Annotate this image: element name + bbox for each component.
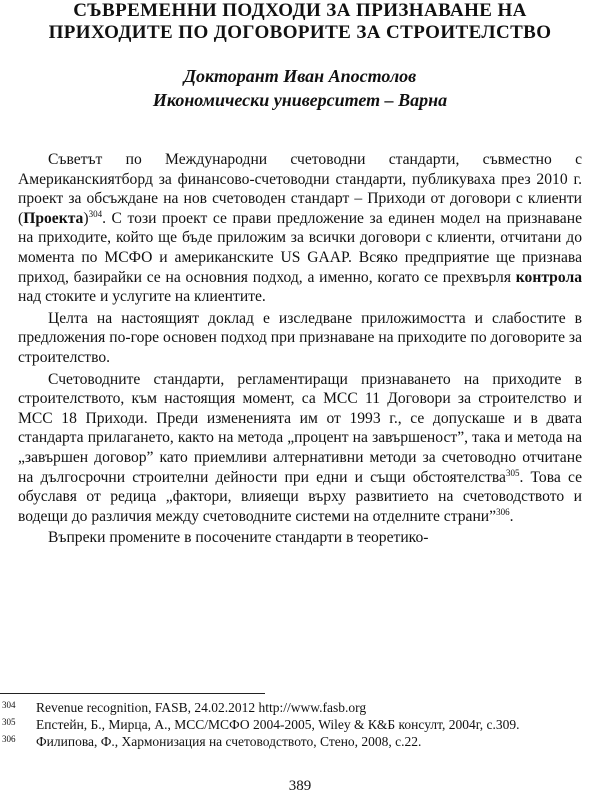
paragraph-4: Въпреки промените в посочените стандарти в теоретико- (48, 529, 429, 547)
page-number: 389 (288, 778, 312, 794)
footnote-text: Епстейн, Б., Мирца, А., МСС/МСФО 2004-2005, Wiley & К&Б консулт, 2004г, с.309. (36, 717, 520, 732)
paragraph-1 (18, 150, 582, 307)
paragraph-1-text-c: . С този проект се прави предложение за единен модел на признаване на приходите, който ще бъде приложим за всички договори с клиенти, отчитани до момента по МСФО и американските US GAAP. Всяко предприятие ще признава приход, базирайки се на основния подход, а именно, когато се прехвърля (18, 209, 582, 286)
paragraph-3 (18, 370, 582, 527)
title-line-1: СЪВРЕМЕННИ ПОДХОДИ ЗА ПРИЗНАВАНЕ НА (73, 0, 527, 21)
footnote-ref-306[interactable]: 306 (496, 506, 510, 517)
paragraph-3-text-a: Счетоводните стандарти, регламентиращи признаването на приходите в строителството, към настоящия момент, са МСС 11 Договори за строителство и МСС 18 Приходи. Преди измененията им от 1993 г., се допускаше и в двата стандарта прилагането, както на метода „процент на завършеност”, така и метода на „завършен договор” като приемливи алтернативни методи за счетоводно отчитане на дългосрочни строителни дейности при едни и същи обстоятелства (18, 370, 582, 486)
document-title (0, 0, 600, 44)
author-name: Докторант Иван Апостолов (183, 66, 417, 86)
body-text (18, 150, 582, 550)
footnote-item (0, 716, 582, 733)
paragraph-1-bold-control: контрола (515, 268, 582, 286)
paragraph-1-text-a: Съветът по Международни счетоводни стандарти, съвместно с Американскиятборд за финансово-счетоводни стандарти, публикуваха през 2010 г. проект за обсъждане на нов счетоводен стандарт – Приходи от договори с клиенти ( (18, 151, 582, 227)
footnote-text: Филипова, Ф., Хармонизация на счетоводството, Стено, 2008, с.22. (36, 734, 422, 749)
paragraph-1-text-d: над стоките и услугите на клиентите. (18, 288, 266, 306)
footnote-ref-305[interactable]: 305 (505, 467, 520, 478)
author-affiliation: Икономически университет – Варна (152, 90, 448, 110)
title-line-2: ПРИХОДИТЕ ПО ДОГОВОРИТЕ ЗА СТРОИТЕЛСТВО (48, 22, 552, 43)
footnote-item (0, 699, 582, 716)
footnote-item (0, 733, 582, 750)
footnotes (0, 699, 582, 750)
paragraph-3-text-c: . (509, 507, 514, 525)
author-block (0, 64, 600, 112)
paragraph-1-text-b: ) (83, 209, 89, 227)
paragraph-3-text-b: . Това се обуславя от редица „фактори, влияещи върху развитието на счетоводството и водещи до различия между счетоводните системи на отделните страни” (18, 468, 582, 525)
footnote-text: Revenue recognition, FASB, 24.02.2012 http://www.fasb.org (36, 700, 367, 715)
footnote-ref-304[interactable]: 304 (88, 208, 103, 219)
paragraph-2: Целта на настоящият доклад е изследване приложимостта и слабостите в предложения по-горе основен подход при признаване на приходите по договорите за строителство. (18, 309, 582, 366)
footnote-number: 304 (2, 700, 16, 710)
paragraph-1-bold-project: Проекта (23, 209, 84, 227)
footnote-divider (0, 693, 265, 694)
footnote-number: 306 (2, 734, 16, 744)
footnote-number: 305 (2, 717, 16, 727)
